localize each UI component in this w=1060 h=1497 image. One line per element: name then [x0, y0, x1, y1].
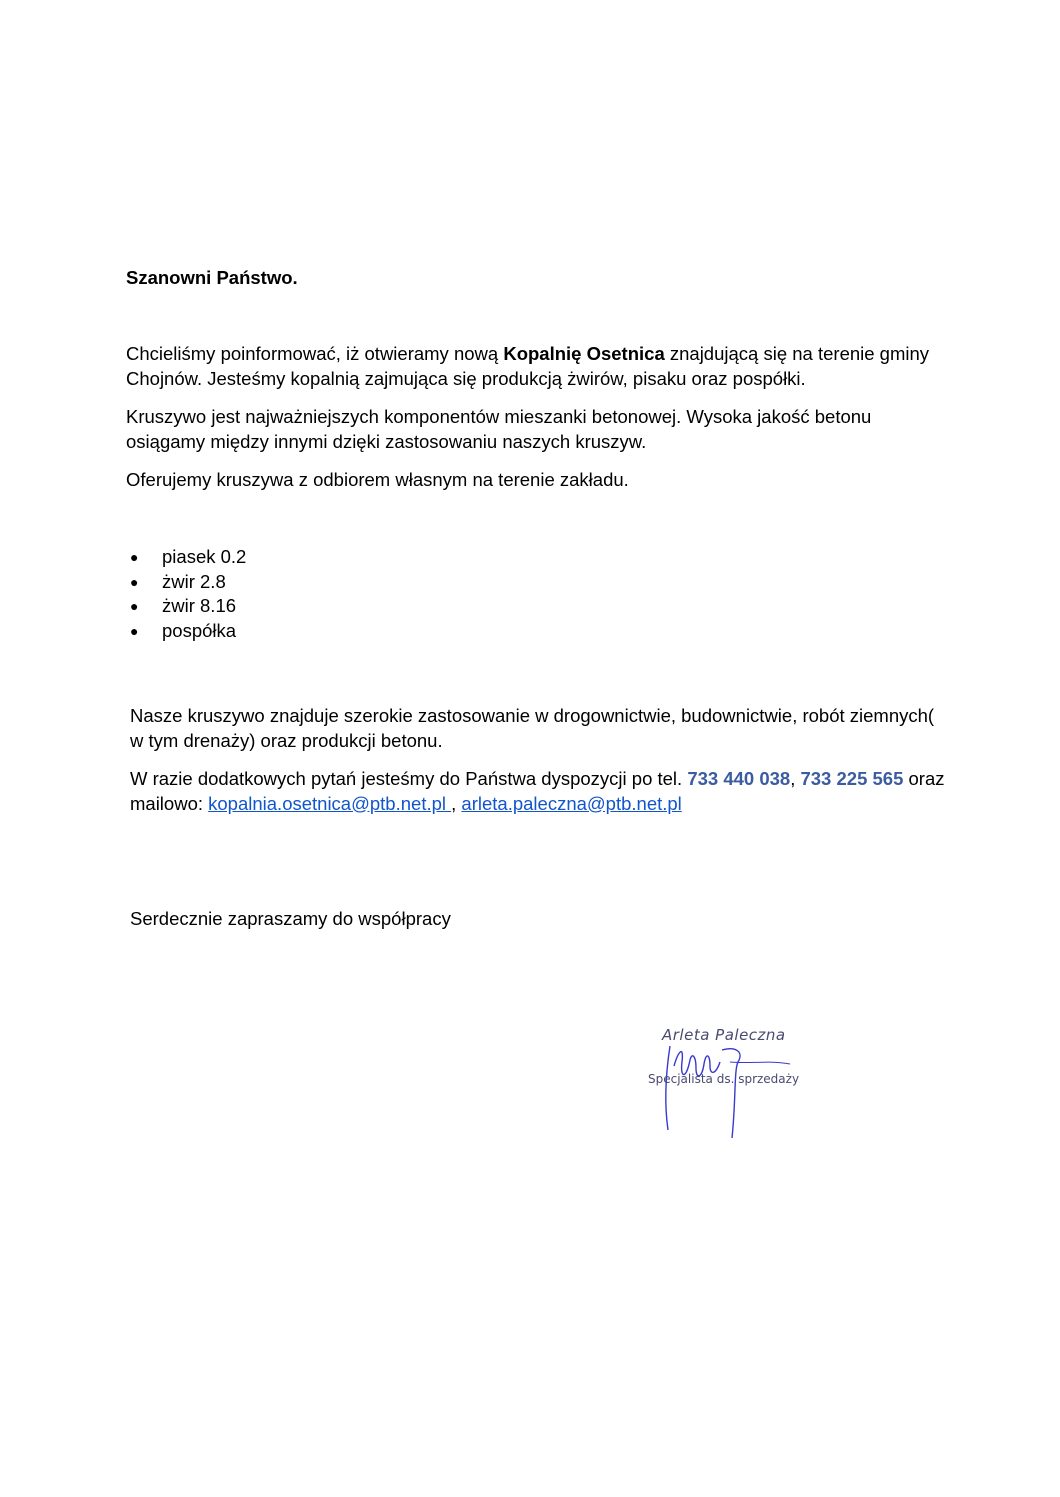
list-item — [126, 545, 246, 570]
list-item — [126, 594, 246, 619]
mine-name: Kopalnię Osetnica — [503, 343, 665, 364]
list-item — [126, 570, 246, 595]
product-label: żwir 8.16 — [162, 595, 237, 616]
list-item — [126, 619, 246, 644]
email-link-1[interactable]: kopalnia.osetnica@ptb.net.pl — [208, 792, 452, 814]
signature-name: Arleta Paleczna — [662, 1026, 786, 1044]
closing-line: Serdecznie zapraszamy do współpracy — [130, 908, 451, 929]
intro-text-end: znajdującą się na terenie gminy Chojnów. Jesteśmy kopalnią zajmująca się produkcją żwirów, pisaku oraz pospółki. — [126, 343, 930, 389]
greeting: Szanowni Państwo. — [126, 267, 298, 288]
signature-stamp — [640, 1022, 830, 1152]
product-list — [126, 545, 246, 643]
signature-title: Specjalista ds. sprzedaży — [648, 1072, 800, 1086]
bullet-icon: ● — [130, 549, 139, 565]
email-link-2[interactable]: arleta.paleczna@ptb.net.pl — [461, 792, 682, 814]
product-label: żwir 2.8 — [162, 570, 226, 592]
phone-number-2[interactable]: 733 225 565 — [800, 768, 904, 789]
separator: , — [790, 768, 801, 789]
contact-text-start: W razie dodatkowych pytań jesteśmy do Państwa dyspozycji po tel. — [130, 768, 688, 789]
contact-paragraph — [130, 767, 950, 816]
product-label: piasek 0.2 — [162, 546, 247, 567]
phone-number-1[interactable]: 733 440 038 — [687, 768, 791, 789]
separator: , — [451, 792, 462, 814]
contact-text-mid: oraz mailowo: — [130, 768, 945, 814]
usage-paragraph: Nasze kruszywo znajduje szerokie zastosowanie w drogownictwie, budownictwie, robót ziemnych( w tym drenaży) oraz produkcji betonu. — [130, 705, 935, 751]
bullet-icon: ● — [130, 573, 139, 590]
product-label: pospółka — [162, 619, 237, 641]
intro-text-start: Chcieliśmy poinformować, iż otwieramy nową — [126, 343, 504, 364]
intro-paragraph — [126, 342, 946, 391]
offer-paragraph: Oferujemy kruszywa z odbiorem własnym na terenie zakładu. — [126, 469, 629, 490]
quality-paragraph: Kruszywo jest najważniejszych komponentów mieszanki betonowej. Wysoka jakość betonu osiągamy między innymi dzięki zastosowaniu naszych kruszyw. — [126, 406, 872, 452]
bullet-icon: ● — [130, 598, 139, 614]
bullet-icon: ● — [130, 622, 139, 639]
